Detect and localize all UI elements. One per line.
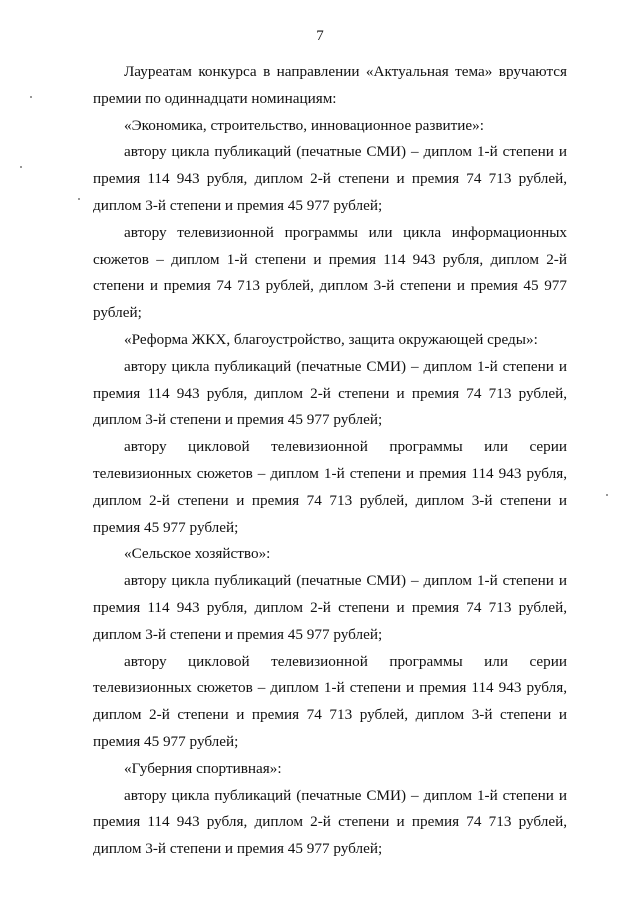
- paragraph: автору цикла публикаций (печатные СМИ) – диплом 1-й степени и премия 114 943 рубля, диплом 2-й степени и премия 74 713 рублей, диплом 3-й степени и премия 45 977 рублей;: [93, 143, 567, 214]
- paragraph: автору цикловой телевизионной программы или серии телевизионных сюжетов – диплом 1-й степени и премия 114 943 рубля, диплом 2-й степени и премия 74 713 рублей, диплом 3-й степени и премия 45 977 рублей;: [93, 652, 567, 750]
- scan-speck: [20, 166, 22, 168]
- paragraph: «Губерния спортивная»:: [124, 759, 282, 777]
- paragraph: автору цикла публикаций (печатные СМИ) – диплом 1-й степени и премия 114 943 рубля, диплом 2-й степени и премия 74 713 рублей, диплом 3-й степени и премия 45 977 рублей;: [93, 786, 567, 858]
- scan-speck: [30, 96, 32, 98]
- paragraph: «Сельское хозяйство»:: [124, 545, 271, 563]
- paragraph: автору цикла публикаций (печатные СМИ) – диплом 1-й степени и премия 114 943 рубля, диплом 2-й степени и премия 74 713 рублей, диплом 3-й степени и премия 45 977 рублей;: [93, 572, 567, 643]
- paragraph: автору цикловой телевизионной программы или серии телевизионных сюжетов – диплом 1-й степени и премия 114 943 рубля, диплом 2-й степени и премия 74 713 рублей, диплом 3-й степени и премия 45 977 рублей;: [93, 438, 567, 536]
- scan-speck: [606, 494, 608, 496]
- paragraph: Лауреатам конкурса в направлении «Актуальная тема» вручаются премии по одиннадцати номинациям:: [93, 63, 567, 107]
- paragraph: «Экономика, строительство, инновационное развитие»:: [124, 116, 484, 134]
- page-number: 7: [316, 28, 324, 44]
- paragraph: автору телевизионной программы или цикла информационных сюжетов – диплом 1-й степени и премия 114 943 рубля, диплом 2-й степени и премия 74 713 рублей, диплом 3-й степени и премия 45 977 рублей;: [93, 223, 567, 322]
- paragraph: «Реформа ЖКХ, благоустройство, защита окружающей среды»:: [124, 330, 538, 348]
- document-body: [93, 59, 567, 863]
- scan-speck: [78, 198, 80, 200]
- paragraph: автору цикла публикаций (печатные СМИ) – диплом 1-й степени и премия 114 943 рубля, диплом 2-й степени и премия 74 713 рублей, диплом 3-й степени и премия 45 977 рублей;: [93, 357, 567, 429]
